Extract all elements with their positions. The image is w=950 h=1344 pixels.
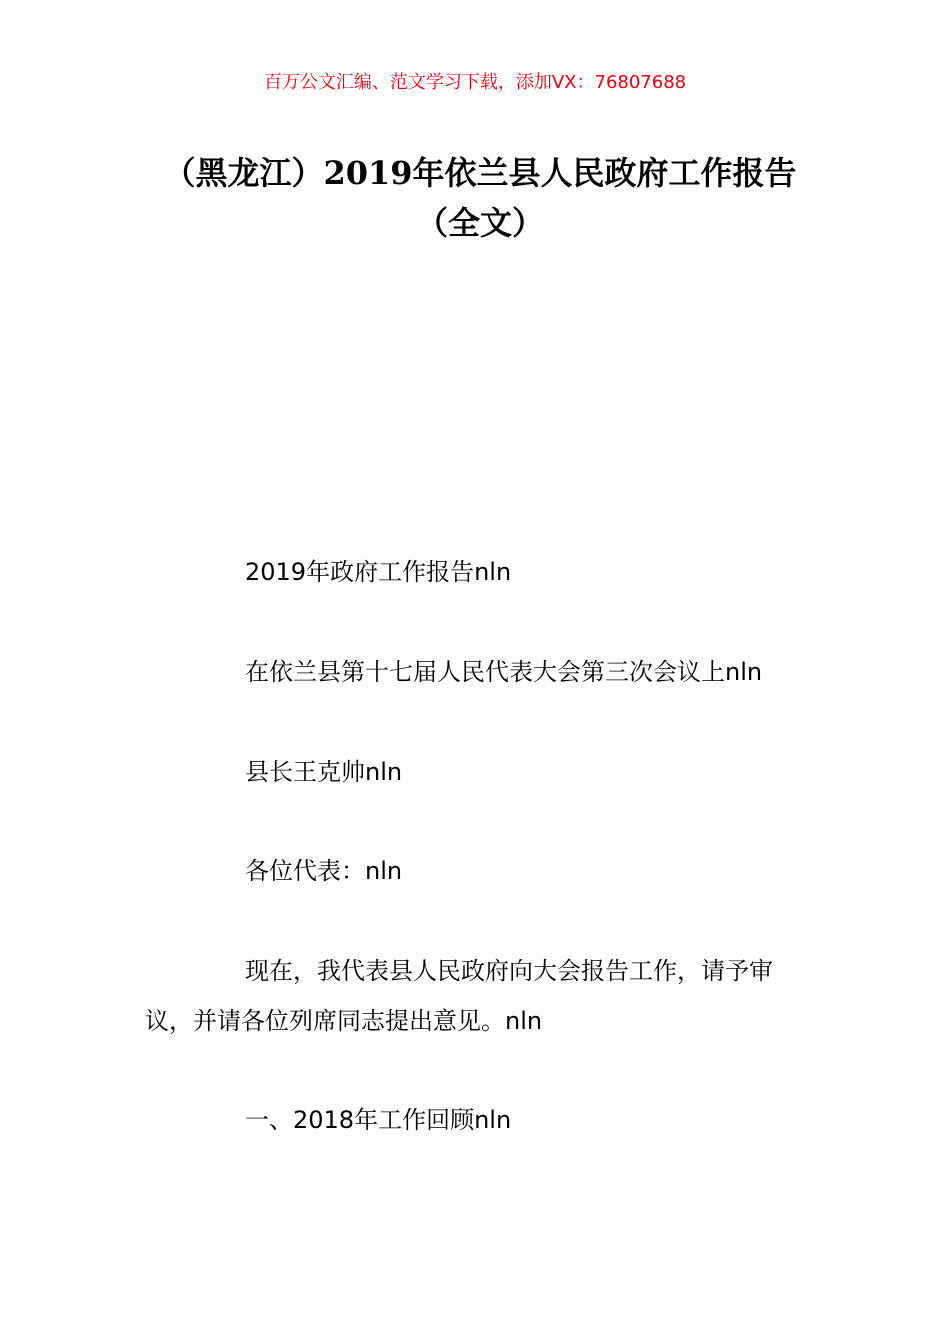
document-title: （黑龙江）2019年依兰县人民政府工作报告（全文） [163,154,797,242]
header-promo-note: 百万公文汇编、范文学习下载，添加VX：76807688 [263,72,687,93]
section-heading-review: 一、2018年工作回顾nln [245,1106,512,1134]
paragraph-report-year: 2019年政府工作报告nln [245,558,512,586]
paragraph-meeting: 在依兰县第十七届人民代表大会第三次会议上nln [245,658,763,686]
paragraph-opening: 现在，我代表县人民政府向大会报告工作，请予审议，并请各位列席同志提出意见。nln [145,957,773,1035]
paragraph-salutation: 各位代表：nln [245,857,403,885]
paragraph-speaker: 县长王克帅nln [245,758,403,786]
